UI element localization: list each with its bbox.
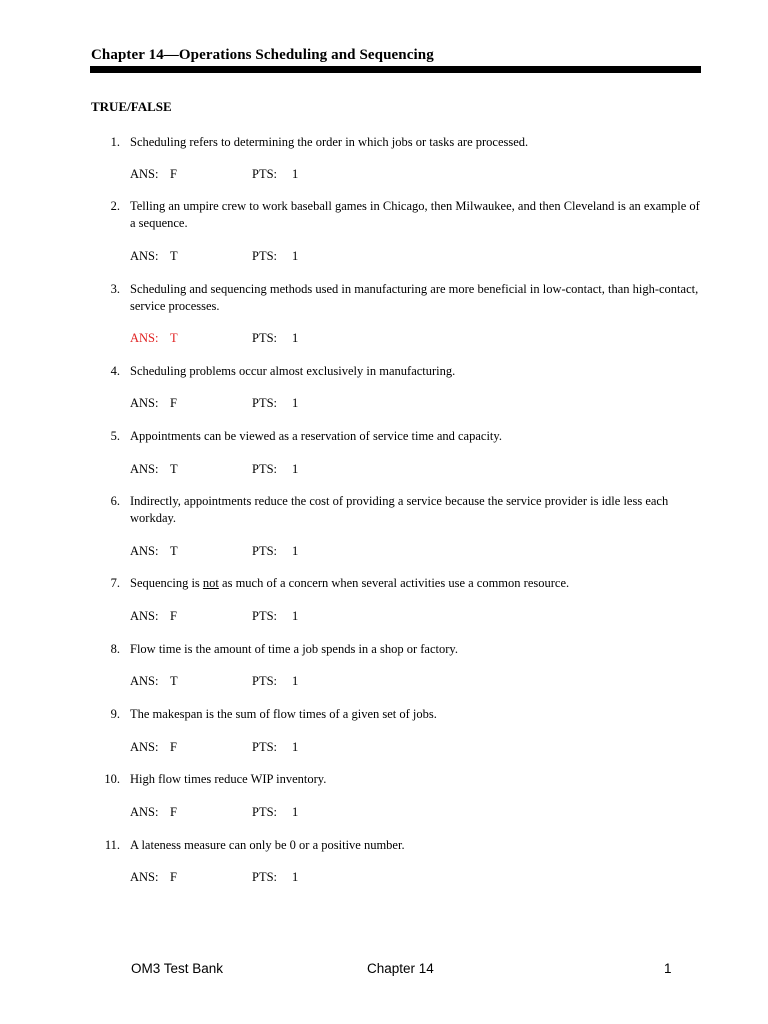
question-text: Indirectly, appointments reduce the cost of providing a service because the service provider is idle less each workday. <box>130 494 669 525</box>
answer-row <box>0 804 768 821</box>
answer-row <box>0 739 768 756</box>
answer-row <box>0 673 768 690</box>
answer-row <box>0 461 768 478</box>
ans-label: ANS: <box>130 167 159 181</box>
pts-label: PTS: <box>252 396 278 410</box>
answer-row <box>0 248 768 265</box>
ans-value: F <box>170 870 177 884</box>
ans-label: ANS: <box>130 249 159 263</box>
pts-value: 1 <box>292 331 299 345</box>
pts-value: 1 <box>292 674 299 688</box>
ans-value: F <box>170 167 177 181</box>
question-number: 9. <box>110 707 120 721</box>
answer-row <box>0 395 768 412</box>
question-number: 8. <box>110 642 120 656</box>
question-number: 3. <box>110 282 120 296</box>
question-text-underlined: not <box>202 576 219 590</box>
pts-label: PTS: <box>252 609 278 623</box>
footer-center: Chapter 14 <box>367 961 434 976</box>
pts-value: 1 <box>292 544 299 558</box>
question-text: Appointments can be viewed as a reservation of service time and capacity. <box>130 429 502 443</box>
question-text: High flow times reduce WIP inventory. <box>130 772 327 786</box>
pts-value: 1 <box>292 609 299 623</box>
question-text-after: as much of a concern when several activities use a common resource. <box>218 576 570 590</box>
question-number: 5. <box>110 429 120 443</box>
pts-label: PTS: <box>252 249 278 263</box>
question-number: 11. <box>104 838 120 852</box>
question-text: The makespan is the sum of flow times of a given set of jobs. <box>130 707 437 721</box>
answer-row <box>0 869 768 886</box>
question-text-before: Sequencing is <box>130 576 203 590</box>
ans-label: ANS: <box>130 674 159 688</box>
pts-label: PTS: <box>252 740 278 754</box>
question-text: A lateness measure can only be 0 or a positive number. <box>130 838 405 852</box>
pts-label: PTS: <box>252 331 278 345</box>
pts-value: 1 <box>292 805 299 819</box>
ans-label: ANS: <box>130 462 159 476</box>
ans-value: T <box>170 462 178 476</box>
pts-value: 1 <box>292 740 299 754</box>
question-number: 1. <box>110 135 120 149</box>
ans-label: ANS: <box>130 870 159 884</box>
chapter-title: Chapter 14—Operations Scheduling and Sequencing <box>91 47 434 63</box>
ans-value: F <box>170 396 177 410</box>
pts-label: PTS: <box>252 167 278 181</box>
ans-label: ANS: <box>130 331 159 345</box>
ans-value: F <box>170 740 177 754</box>
ans-value: T <box>170 331 178 345</box>
section-heading: TRUE/FALSE <box>91 99 172 114</box>
title-rule <box>90 66 701 73</box>
question-text: Scheduling refers to determining the order in which jobs or tasks are processed. <box>130 135 529 149</box>
question-text: Flow time is the amount of time a job spends in a shop or factory. <box>130 642 458 656</box>
question-number: 6. <box>110 494 120 508</box>
ans-value: T <box>170 249 178 263</box>
ans-label: ANS: <box>130 609 159 623</box>
pts-label: PTS: <box>252 462 278 476</box>
ans-label: ANS: <box>130 805 159 819</box>
pts-label: PTS: <box>252 544 278 558</box>
pts-label: PTS: <box>252 805 278 819</box>
pts-value: 1 <box>292 462 299 476</box>
question-text: Scheduling problems occur almost exclusively in manufacturing. <box>130 364 456 378</box>
answer-row <box>0 330 768 347</box>
ans-label: ANS: <box>130 740 159 754</box>
footer-left: OM3 Test Bank <box>131 961 224 976</box>
pts-value: 1 <box>292 167 299 181</box>
ans-value: T <box>170 544 178 558</box>
question-number: 2. <box>110 199 120 213</box>
question-number: 7. <box>110 576 120 590</box>
ans-value: T <box>170 674 178 688</box>
pts-label: PTS: <box>252 674 278 688</box>
footer-page-number: 1 <box>664 961 672 976</box>
pts-value: 1 <box>292 249 299 263</box>
answer-row <box>0 543 768 560</box>
question-number: 10. <box>104 772 120 786</box>
pts-value: 1 <box>292 870 299 884</box>
answer-row <box>0 608 768 625</box>
ans-label: ANS: <box>130 544 159 558</box>
question-number: 4. <box>110 364 120 378</box>
question-text: Telling an umpire crew to work baseball games in Chicago, then Milwaukee, and then Cleveland is an example of a sequence. <box>130 199 700 230</box>
question-text: Scheduling and sequencing methods used in manufacturing are more beneficial in low-contact, than high-contact, service processes. <box>130 282 699 313</box>
answer-row <box>0 166 768 183</box>
pts-value: 1 <box>292 396 299 410</box>
ans-value: F <box>170 805 177 819</box>
ans-label: ANS: <box>130 396 159 410</box>
ans-value: F <box>170 609 177 623</box>
question-text <box>130 575 705 592</box>
pts-label: PTS: <box>252 870 278 884</box>
